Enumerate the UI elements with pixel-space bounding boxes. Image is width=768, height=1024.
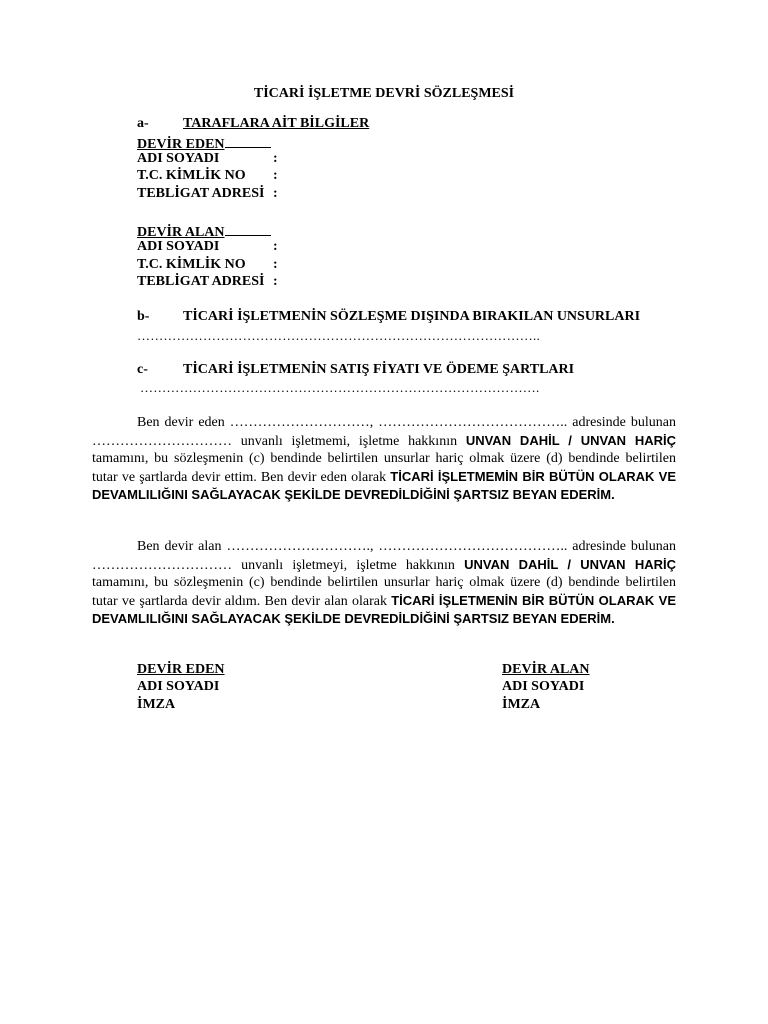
devir-alan-address-label: TEBLİGAT ADRESİ <box>137 274 265 289</box>
signature-right-name: ADI SOYADI <box>502 679 585 694</box>
devir-alan-name-colon: : <box>273 239 278 254</box>
devir-eden-address-colon: : <box>273 186 278 201</box>
devir-alan-label: DEVİR ALAN <box>137 222 271 241</box>
section-c-letter: c- <box>137 362 148 377</box>
section-c-dots: ………………………………………………………………………………. <box>140 380 540 395</box>
devir-eden-tc-label: T.C. KİMLİK NO <box>137 168 246 183</box>
document-title: TİCARİ İŞLETME DEVRİ SÖZLEŞMESİ <box>253 86 515 101</box>
paragraph-devir-alan: Ben devir alan …………………………., ………………………………….. adresinde bulunan ………………………… unvanlı işletmeyi, işletme hakkının UNVAN DAHİL / UNVAN HARİÇ tamamını, bu sözleşmenin (c) bendinde belirtilen unsurlar hariç olmak üzere (d) bendinde belirtilen tutar ve şartlarda devir aldım. Ben devir alan olarak TİCARİ İŞLETMENİN BİR BÜTÜN OLARAK VE DEVAMLILIĞINI SAĞLAYACAK ŞEKİLDE DEVREDİLDİĞİNİ ŞARTSIZ BEYAN EDERİM. <box>92 539 676 627</box>
devir-eden-label: DEVİR EDEN <box>137 134 271 153</box>
devir-alan-tc-label: T.C. KİMLİK NO <box>137 257 246 272</box>
signature-left-sign: İMZA <box>137 697 176 712</box>
signature-left-name: ADI SOYADI <box>137 679 220 694</box>
section-a-heading: TARAFLARA AİT BİLGİLER <box>183 116 370 131</box>
section-c-heading: TİCARİ İŞLETMENİN SATIŞ FİYATI VE ÖDEME ŞARTLARI <box>183 362 575 377</box>
devir-alan-tc-colon: : <box>273 257 278 272</box>
devir-alan-address-colon: : <box>273 274 278 289</box>
devir-alan-name-label: ADI SOYADI <box>137 239 220 254</box>
devir-eden-name-label: ADI SOYADI <box>137 151 220 166</box>
signature-left-role: DEVİR EDEN <box>137 662 225 677</box>
devir-eden-tc-colon: : <box>273 168 278 183</box>
section-b-letter: b- <box>137 309 150 324</box>
section-b-dots: ……………………………………………………………………………….. <box>137 328 540 343</box>
section-a-letter: a- <box>137 116 149 131</box>
paragraph-devir-eden: Ben devir eden …………………………, ………………………………….. adresinde bulunan ………………………… unvanlı işletmemi, işletme hakkının UNVAN DAHİL / UNVAN HARİÇ tamamını, bu sözleşmenin (c) bendinde belirtilen unsurlar hariç olmak üzere (d) bendinde belirtilen tutar ve şartlarda devir ettim. Ben devir eden olarak TİCARİ İŞLETMEMİN BİR BÜTÜN OLARAK VE DEVAMLILIĞINI SAĞLAYACAK ŞEKİLDE DEVREDİLDİĞİNİ ŞARTSIZ BEYAN EDERİM. <box>92 415 676 503</box>
section-b-heading: TİCARİ İŞLETMENİN SÖZLEŞME DIŞINDA BIRAKILAN UNSURLARI <box>183 309 641 324</box>
signature-right-role: DEVİR ALAN <box>502 662 590 677</box>
signature-right-sign: İMZA <box>502 697 541 712</box>
devir-eden-name-colon: : <box>273 151 278 166</box>
devir-eden-address-label: TEBLİGAT ADRESİ <box>137 186 265 201</box>
